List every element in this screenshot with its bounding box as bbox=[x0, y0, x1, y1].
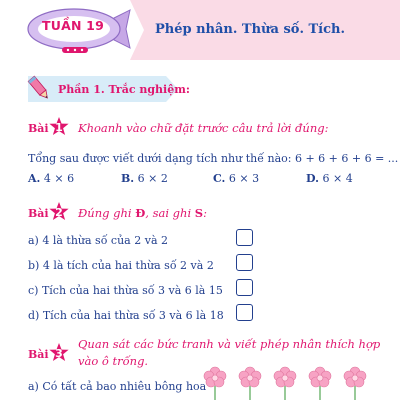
answer-box-a[interactable] bbox=[236, 229, 253, 246]
exercise1-question: Tổng sau được viết dưới dạng tích như thế nào: 6 + 6 + 6 + 6 = ... bbox=[28, 152, 399, 165]
option-d-letter: D. bbox=[306, 172, 319, 185]
statement-d: d) Tích của hai thừa số 3 và 6 là 18 bbox=[28, 309, 224, 322]
answer-box-c[interactable] bbox=[236, 279, 253, 296]
option-c[interactable] bbox=[213, 172, 259, 185]
answer-box-b[interactable] bbox=[236, 254, 253, 271]
option-a[interactable] bbox=[28, 172, 74, 185]
option-c-text: 6 × 3 bbox=[228, 172, 260, 185]
flowers-illustration bbox=[200, 362, 370, 400]
exercise3-number: 3 bbox=[55, 347, 63, 360]
exercise2-number: 2 bbox=[55, 206, 63, 219]
option-a-text: 4 × 6 bbox=[43, 172, 75, 185]
option-a-letter: A. bbox=[28, 172, 41, 185]
part1-label: Phần 1. Trắc nghiệm: bbox=[58, 83, 190, 96]
week-label: TUẦN 19 bbox=[42, 18, 104, 33]
statement-a: a) 4 là thừa số của 2 và 2 bbox=[28, 234, 168, 247]
instr2-d: Đ bbox=[135, 206, 146, 220]
exercise2-label: Bài bbox=[28, 207, 49, 220]
option-d-text: 6 × 4 bbox=[322, 172, 353, 185]
answer-box-d[interactable] bbox=[236, 304, 253, 321]
exercise3-label: Bài bbox=[28, 348, 49, 361]
option-d[interactable] bbox=[306, 172, 353, 185]
instr2-mid: , sai ghi bbox=[145, 206, 195, 220]
option-b-letter: B. bbox=[121, 172, 135, 185]
exercise3-instruction-line1: Quan sát các bức tranh và viết phép nhân thích hợp bbox=[78, 337, 381, 351]
option-c-letter: C. bbox=[213, 172, 226, 185]
exercise1-number: 1 bbox=[55, 121, 63, 134]
instr2-pre: Đúng ghi bbox=[78, 206, 136, 220]
pencil-icon bbox=[26, 74, 52, 102]
exercise3-item-a: a) Có tất cả bao nhiêu bông hoa bbox=[28, 380, 207, 393]
option-b[interactable] bbox=[121, 172, 168, 185]
lesson-title: Phép nhân. Thừa số. Tích. bbox=[154, 22, 346, 37]
statement-b: b) 4 là tích của hai thừa số 2 và 2 bbox=[28, 259, 214, 272]
exercise1-label: Bài bbox=[28, 122, 49, 135]
statement-c: c) Tích của hai thừa số 3 và 6 là 15 bbox=[28, 284, 223, 297]
instr2-post: : bbox=[203, 206, 207, 220]
exercise2-instruction bbox=[78, 206, 207, 220]
instr2-s: S bbox=[194, 206, 204, 220]
exercise1-instruction: Khoanh vào chữ đặt trước câu trả lời đúng: bbox=[78, 121, 329, 135]
option-b-text: 6 × 2 bbox=[137, 172, 168, 185]
exercise3-instruction-line2: vào ô trống. bbox=[78, 354, 149, 368]
